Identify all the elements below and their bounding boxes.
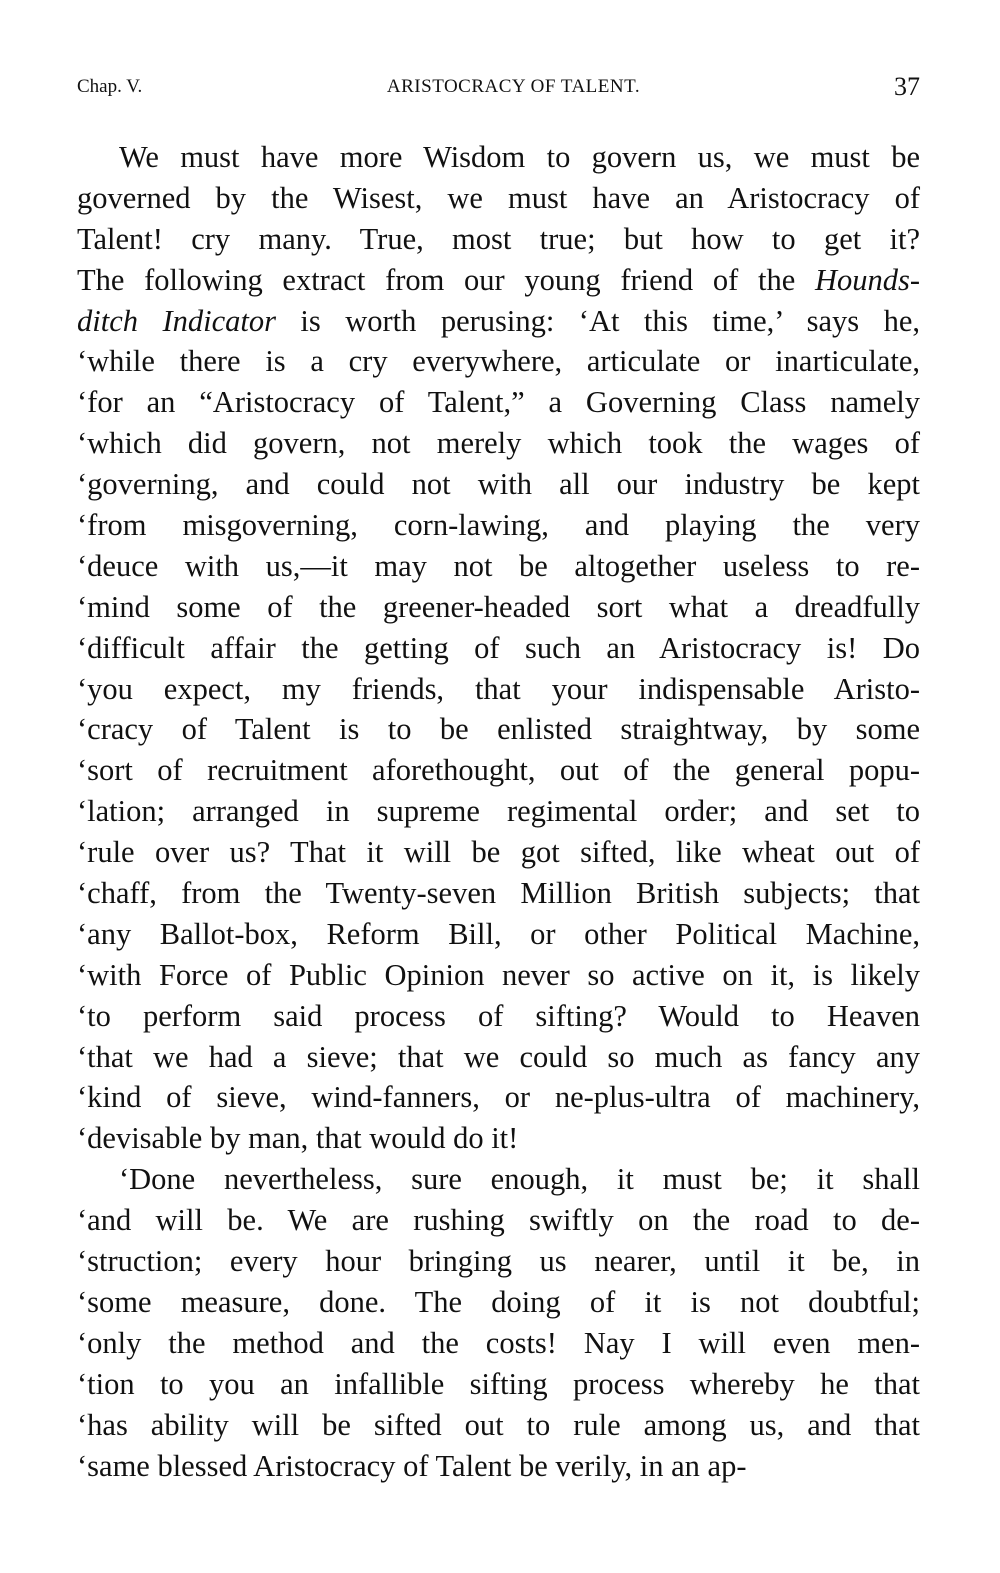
text-line: ‘and will be. We are rushing swiftly on the road to de- — [77, 1203, 920, 1238]
text-line: ‘which did govern, not merely which took the wages of — [77, 426, 920, 461]
text-line: ‘only the method and the costs! Nay I will even men- — [77, 1325, 920, 1360]
text-line: We must have more Wisdom to govern us, we must be — [119, 140, 920, 174]
text-line: ‘kind of sieve, wind-fanners, or ne-plus-ultra of machinery, — [77, 1080, 920, 1115]
text-line: ‘any Ballot-box, Reform Bill, or other Political Machine, — [77, 916, 920, 951]
text-line: Talent! cry many. True, most true; but how to get it? — [77, 221, 920, 256]
page-number: 37 — [894, 72, 920, 101]
italic-title: ditch Indicator — [77, 303, 276, 338]
text-line: ‘some measure, done. The doing of it is not doubtful; — [77, 1284, 920, 1319]
running-head — [77, 72, 920, 104]
text-line: ditch Indicator is worth perusing: ‘At this time,’ says he, — [77, 303, 920, 338]
text-line: ‘to perform said process of sifting? Would to Heaven — [77, 998, 920, 1033]
text-line: ‘with Force of Public Opinion never so active on it, is likely — [77, 957, 920, 992]
text-line: ‘same blessed Aristocracy of Talent be verily, in an ap- — [77, 1448, 747, 1483]
text-line: ‘lation; arranged in supreme regimental order; and set to — [77, 794, 920, 829]
paragraph — [77, 1159, 920, 1486]
text-line: ‘cracy of Talent is to be enlisted straightway, by some — [77, 712, 920, 747]
book-page — [77, 0, 920, 1573]
paragraph — [77, 137, 920, 1159]
text-line: The following extract from our young friend of the Hounds- — [77, 262, 920, 297]
text-line: ‘mind some of the greener-headed sort what a dreadfully — [77, 589, 920, 624]
text-line: ‘deuce with us,—it may not be altogether useless to re- — [77, 548, 920, 583]
text-line: ‘sort of recruitment aforethought, out of the general popu- — [77, 753, 920, 788]
text-line: ‘governing, and could not with all our industry be kept — [77, 467, 920, 502]
text-line: ‘while there is a cry everywhere, articulate or inarticulate, — [77, 344, 920, 379]
text-line: ‘Done nevertheless, sure enough, it must be; it shall — [119, 1162, 920, 1197]
text-line: ‘has ability will be sifted out to rule among us, and that — [77, 1407, 920, 1442]
text-line: ‘from misgoverning, corn-lawing, and playing the very — [77, 508, 920, 543]
text-line: ‘for an “Aristocracy of Talent,” a Governing Class namely — [77, 385, 920, 420]
text-line: ‘that we had a sieve; that we could so much as fancy any — [77, 1039, 920, 1074]
italic-title: Hounds- — [814, 262, 920, 297]
text-line: ‘chaff, from the Twenty-seven Million British subjects; that — [77, 876, 920, 911]
text-line: ‘devisable by man, that would do it! — [77, 1121, 519, 1156]
text-line: ‘difficult affair the getting of such an Aristocracy is! Do — [77, 630, 920, 665]
text-line: ‘rule over us? That it will be got sifted, like wheat out of — [77, 835, 920, 870]
chapter-title: ARISTOCRACY OF TALENT. — [386, 76, 641, 97]
text-line: ‘tion to you an infallible sifting process whereby he that — [77, 1366, 920, 1401]
chapter-label: Chap. V. — [77, 76, 143, 97]
body-text — [77, 137, 920, 1486]
text-line: governed by the Wisest, we must have an Aristocracy of — [77, 180, 920, 215]
text-line: ‘you expect, my friends, that your indispensable Aristo- — [77, 671, 920, 706]
text-line: ‘struction; every hour bringing us nearer, until it be, in — [77, 1244, 920, 1279]
